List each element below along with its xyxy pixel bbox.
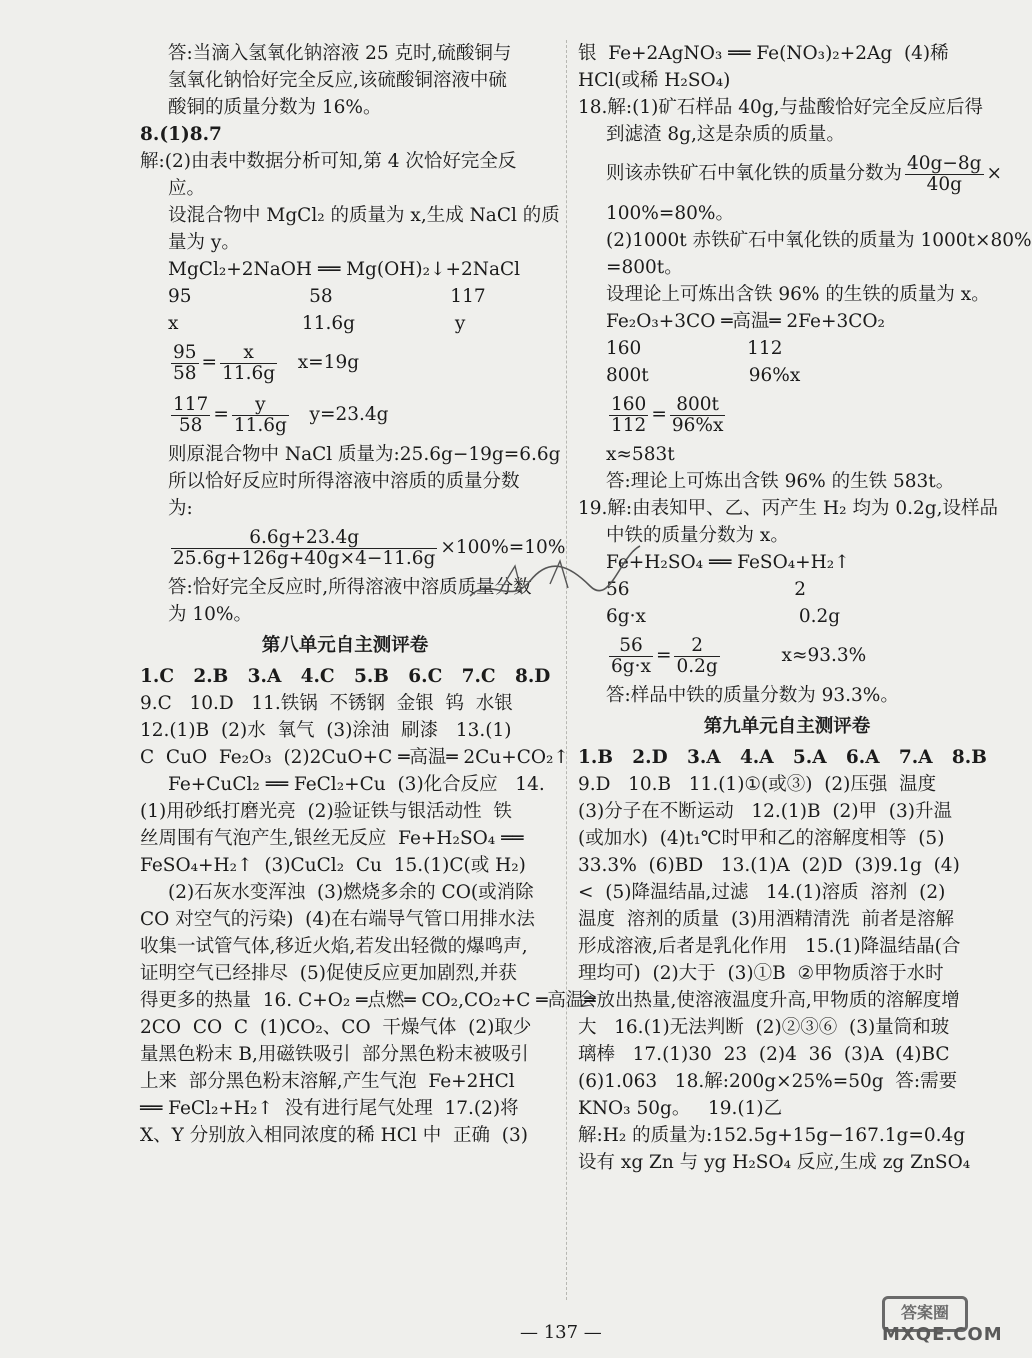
fraction-denominator: 25.6g+126g+40g×4−11.6g (173, 547, 436, 569)
text-span: × (986, 163, 1003, 184)
text-line: (3)分子在不断运动 12.(1)B (2)甲 (3)升温 (578, 801, 953, 822)
fraction-denominator: 0.2g (676, 655, 718, 677)
text-line: x≈583t (606, 444, 675, 465)
text-line: 丝周围有气泡产生,银丝无反应 Fe+H₂SO₄ ══ (140, 828, 524, 849)
text-line: Fe+H₂SO₄ ══ FeSO₄+H₂↑ (606, 552, 850, 573)
text-line: 设理论上可炼出含铁 96% 的生铁的质量为 x。 (606, 284, 990, 305)
fraction-numerator: 40g−8g (907, 152, 982, 174)
text-line: 答:样品中铁的质量分数为 93.3%。 (606, 685, 899, 706)
text-line: 氢氧化钠恰好完全反应,该硫酸铜溶液中硫 (168, 70, 507, 91)
text-line: ══ FeCl₂+H₂↑ 没有进行尾气处理 17.(2)将 (140, 1098, 519, 1119)
formula-line (578, 148, 1003, 200)
fraction-denominator: 96%x (671, 414, 724, 436)
fraction (220, 343, 277, 384)
fraction (609, 395, 648, 436)
text-line: 会放出热量,使溶液温度升高,甲物质的溶解度增 (578, 990, 960, 1011)
text-line: (2)石灰水变浑浊 (3)燃烧多余的 CO(或消除 (168, 882, 534, 903)
fraction-denominator: 11.6g (222, 362, 276, 384)
text-line: 9.D 10.B 11.(1)①(或③) (2)压强 温度 (578, 774, 937, 795)
fraction-numerator: 6.6g+23.4g (171, 528, 437, 549)
text-line: 设有 xg Zn 与 yg H₂SO₄ 反应,生成 zg ZnSO₄ (578, 1152, 971, 1173)
text-line: =800t。 (606, 257, 683, 278)
fraction (670, 395, 726, 436)
text-line: 温度 溶剂的质量 (3)用酒精清洗 前者是溶解 (578, 909, 954, 930)
text-line: FeSO₄+H₂↑ (3)CuCl₂ Cu 15.(1)C(或 H₂) (140, 855, 526, 876)
fraction-denominator: 58 (173, 362, 197, 384)
text-line: 理均可) (2)大于 (3)①B ②甲物质溶于水时 (578, 963, 944, 984)
column-divider (566, 40, 567, 1300)
text-line: Fe₂O₃+3CO ═高温═ 2Fe+3CO₂ (606, 311, 885, 332)
text-line: 形成溶液,后者是乳化作用 15.(1)降温结晶(合 (578, 936, 961, 957)
text-line: < (5)降温结晶,过滤 14.(1)溶质 溶剂 (2) (578, 882, 946, 903)
text-line: 1.B 2.D 3.A 4.A 5.A 6.A 7.A 8.B (578, 747, 987, 768)
text-line: 答:当滴入氢氧化钠溶液 25 克时,硫酸铜与 (168, 43, 512, 64)
equals-sign: = (201, 352, 218, 373)
text-span: x=19g (280, 352, 360, 373)
text-line: 银 Fe+2AgNO₃ ══ Fe(NO₃)₂+2Ag (4)稀 (578, 43, 949, 64)
section-heading: 第八单元自主测评卷 (261, 635, 429, 656)
text-line: 量为 y。 (168, 232, 240, 253)
text-line: (6)1.063 18.解:200g×25%=50g 答:需要 (578, 1071, 958, 1092)
text-line: 则原混合物中 NaCl 质量为:25.6g−19g=6.6g (168, 444, 561, 465)
text-span: x≈93.3% (722, 645, 867, 666)
text-line: 解:H₂ 的质量为:152.5g+15g−167.1g=0.4g (578, 1125, 966, 1146)
text-line: 答:理论上可炼出含铁 96% 的生铁 583t。 (606, 471, 955, 492)
text-line: 12.(1)B (2)水 氧气 (3)涂油 刷漆 13.(1) (140, 720, 512, 741)
text-line: 18.解:(1)矿石样品 40g,与盐酸恰好完全反应后得 (578, 97, 984, 118)
pen-scribble (460, 536, 650, 616)
text-line: 到滤渣 8g,这是杂质的质量。 (606, 124, 845, 145)
text-line: CO 对空气的污染) (4)在右端导气管口用排水法 (140, 909, 535, 930)
text-span: ×100%=10% (440, 537, 566, 558)
text-line: 2CO CO C (1)CO₂、CO 干燥气体 (2)取少 (140, 1017, 532, 1038)
equals-sign: = (651, 404, 667, 425)
text-line: 璃棒 17.(1)30 23 (2)4 36 (3)A (4)BC (578, 1044, 950, 1065)
text-line: 56 2 (606, 579, 806, 600)
fraction-numerator: 160 (611, 393, 647, 415)
equals-sign: = (655, 645, 672, 666)
text-line: C CuO Fe₂O₃ (2)2CuO+C ═高温═ 2Cu+CO₂↑ (140, 747, 569, 768)
fraction-numerator: 56 (609, 636, 653, 657)
text-line: 答:恰好完全反应时,所得溶液中溶质质量分数 (168, 577, 532, 598)
text-line: 9.C 10.D 11.铁锅 不锈钢 金银 钨 水银 (140, 693, 513, 714)
fraction-numerator: 117 (173, 393, 209, 415)
text-line: 中铁的质量分数为 x。 (606, 525, 789, 546)
site-watermark (846, 1296, 1003, 1352)
watermark-logo: 答案圈 (882, 1296, 968, 1332)
fraction-numerator: 800t (670, 395, 726, 416)
text-line: 8.(1)8.7 (140, 124, 222, 145)
text-line: 解:(2)由表中数据分析可知,第 4 次恰好完全反 (140, 151, 517, 172)
text-line: X、Y 分别放入相同浓度的稀 HCl 中 正确 (3) (140, 1125, 528, 1146)
text-line: MgCl₂+2NaOH ══ Mg(OH)₂↓+2NaCl (168, 259, 521, 280)
text-line: (2)1000t 赤铁矿石中氧化铁的质量为 1000t×80% (606, 230, 1032, 251)
text-line: x 11.6g y (168, 313, 466, 334)
fraction-denominator: 40g (926, 173, 962, 195)
text-line: 证明空气已经排尽 (5)促使反应更加剧烈,并获 (140, 963, 517, 984)
text-line: 设混合物中 MgCl₂ 的质量为 x,生成 NaCl 的质 (168, 205, 560, 226)
formula-line (140, 337, 550, 389)
text-line: 6g·x 0.2g (606, 606, 841, 627)
text-line: HCl(或稀 H₂SO₄) (578, 70, 731, 91)
text-line: 大 16.(1)无法判断 (2)②③⑥ (3)量筒和玻 (578, 1017, 950, 1038)
text-line: 得更多的热量 16. C+O₂ ═点燃═ CO₂,CO₂+C ═高温═ (140, 990, 596, 1011)
fraction (171, 343, 199, 384)
fraction-denominator: 58 (178, 414, 203, 436)
fraction-numerator: y (232, 395, 289, 416)
text-line: 33.3% (6)BD 13.(1)A (2)D (3)9.1g (4) (578, 855, 960, 876)
fraction (232, 395, 289, 436)
equals-sign: = (213, 404, 229, 425)
fraction-denominator: 11.6g (233, 414, 287, 436)
text-line: (或加水) (4)t₁℃时甲和乙的溶解度相等 (5) (578, 828, 945, 849)
fraction (171, 528, 437, 569)
text-line: Fe+CuCl₂ ══ FeCl₂+Cu (3)化合反应 14. (168, 774, 545, 795)
fraction (609, 636, 653, 677)
formula-line (578, 389, 996, 441)
fraction (905, 154, 984, 195)
fraction-numerator: 2 (674, 636, 719, 657)
fraction-numerator: 95 (173, 341, 197, 363)
text-line: 为: (168, 498, 193, 519)
text-line: 应。 (168, 178, 206, 199)
formula-line (578, 630, 996, 682)
text-line: 酸铜的质量分数为 16%。 (168, 97, 382, 118)
fraction (674, 636, 719, 677)
fraction-numerator: x (220, 343, 277, 364)
text-line: 800t 96%x (606, 365, 801, 386)
text-line: 上来 部分黑色粉末溶解,产生气泡 Fe+2HCl (140, 1071, 515, 1092)
page-number: — 137 — (520, 1322, 602, 1343)
text-line: 为 10%。 (168, 604, 252, 625)
text-line: 160 112 (606, 338, 783, 359)
text-span: 则该赤铁矿石中氧化铁的质量分数为 (606, 163, 903, 184)
text-line: (1)用砂纸打磨光亮 (2)验证铁与银活动性 铁 (140, 801, 512, 822)
fraction (171, 395, 210, 436)
section-heading: 第九单元自主测评卷 (703, 716, 871, 737)
text-line: 所以恰好反应时所得溶液中溶质的质量分数 (168, 471, 520, 492)
text-line: 100%=80%。 (606, 203, 735, 224)
text-line: 收集一试管气体,移近火焰,若发出轻微的爆鸣声, (140, 936, 528, 957)
text-line: KNO₃ 50g。 19.(1)乙 (578, 1098, 783, 1119)
text-span: y=23.4g (291, 404, 389, 425)
watermark-site: MXQE.COM (882, 1324, 1003, 1345)
text-line: 量黑色粉末 B,用磁铁吸引 部分黑色粉末被吸引 (140, 1044, 529, 1065)
text-line: 1.C 2.B 3.A 4.C 5.B 6.C 7.C 8.D (140, 666, 551, 687)
fraction-denominator: 112 (611, 414, 647, 436)
formula-line (140, 389, 550, 441)
text-line: 19.解:由表知甲、乙、丙产生 H₂ 均为 0.2g,设样品 (578, 498, 998, 519)
fraction-denominator: 6g·x (611, 655, 651, 677)
text-line: 95 58 117 (168, 286, 486, 307)
